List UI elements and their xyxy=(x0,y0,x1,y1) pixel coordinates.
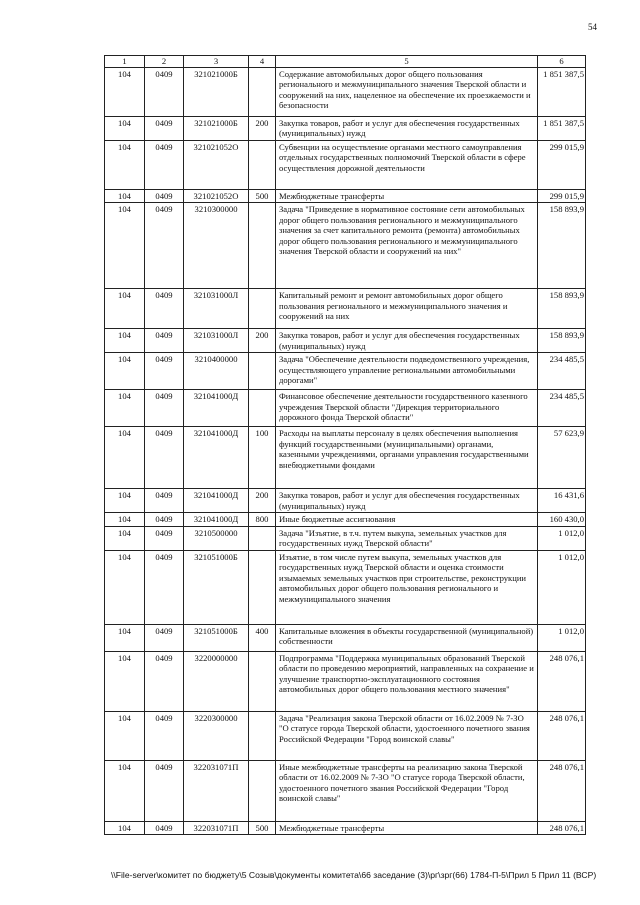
cell-description: Расходы на выплаты персоналу в целях обеспечения выполнения функций государственными (муниципальными) органами, казенными учреждениями, органами управления государственными внебюджетными фондами xyxy=(276,427,538,489)
cell-description: Финансовое обеспечение деятельности государственного казенного учреждения Тверской области "Дирекция территориального дорожного фонда Тверской области" xyxy=(276,390,538,427)
cell-target-article: 322031071П xyxy=(184,760,249,821)
cell-target-article: 322031071П xyxy=(184,821,249,834)
cell-expense-type: 500 xyxy=(249,189,276,202)
cell-amount: 248 076,1 xyxy=(538,821,586,834)
cell-subsection: 0409 xyxy=(145,203,184,289)
table-row xyxy=(105,550,586,624)
table-row xyxy=(105,140,586,189)
cell-amount: 1 851 387,5 xyxy=(538,117,586,141)
cell-subsection: 0409 xyxy=(145,821,184,834)
cell-description: Закупка товаров, работ и услуг для обеспечения государственных (муниципальных) нужд xyxy=(276,329,538,353)
cell-description: Иные бюджетные ассигнования xyxy=(276,513,538,526)
header-cell: 4 xyxy=(249,56,276,68)
cell-section: 104 xyxy=(105,427,145,489)
cell-description: Межбюджетные трансферты xyxy=(276,189,538,202)
cell-section: 104 xyxy=(105,68,145,117)
cell-expense-type xyxy=(249,353,276,390)
cell-expense-type xyxy=(249,711,276,760)
cell-amount: 299 015,9 xyxy=(538,140,586,189)
cell-target-article: 321021052О xyxy=(184,189,249,202)
cell-expense-type xyxy=(249,203,276,289)
cell-subsection: 0409 xyxy=(145,189,184,202)
cell-description: Задача "Изъятие, в т.ч. путем выкупа, земельных участков для государственных нужд Тверской области" xyxy=(276,526,538,550)
cell-target-article: 321041000Д xyxy=(184,390,249,427)
cell-amount: 299 015,9 xyxy=(538,189,586,202)
table-row xyxy=(105,513,586,526)
cell-expense-type: 400 xyxy=(249,624,276,651)
cell-subsection: 0409 xyxy=(145,489,184,513)
cell-description: Изъятие, в том числе путем выкупа, земельных участков для государственных нужд Тверской области и оценка стоимости изымаемых земельных участков при строительстве, реконструкции автомобильных дорог общего пользования регионального и межмуниципального значения xyxy=(276,550,538,624)
cell-amount: 1 012,0 xyxy=(538,526,586,550)
cell-expense-type xyxy=(249,760,276,821)
cell-target-article: 321041000Д xyxy=(184,489,249,513)
cell-target-article: 321021052О xyxy=(184,140,249,189)
cell-section: 104 xyxy=(105,329,145,353)
header-cell: 5 xyxy=(276,56,538,68)
cell-amount: 1 851 387,5 xyxy=(538,68,586,117)
cell-expense-type: 800 xyxy=(249,513,276,526)
cell-amount: 248 076,1 xyxy=(538,651,586,711)
cell-amount: 248 076,1 xyxy=(538,760,586,821)
cell-section: 104 xyxy=(105,289,145,329)
cell-subsection: 0409 xyxy=(145,526,184,550)
cell-subsection: 0409 xyxy=(145,117,184,141)
cell-subsection: 0409 xyxy=(145,760,184,821)
cell-target-article: 3210500000 xyxy=(184,526,249,550)
cell-target-article: 321031000Л xyxy=(184,329,249,353)
cell-expense-type xyxy=(249,550,276,624)
cell-subsection: 0409 xyxy=(145,329,184,353)
cell-description: Межбюджетные трансферты xyxy=(276,821,538,834)
table-row xyxy=(105,353,586,390)
cell-subsection: 0409 xyxy=(145,68,184,117)
cell-expense-type: 200 xyxy=(249,329,276,353)
table-row xyxy=(105,526,586,550)
cell-subsection: 0409 xyxy=(145,624,184,651)
cell-subsection: 0409 xyxy=(145,289,184,329)
cell-amount: 1 012,0 xyxy=(538,550,586,624)
cell-amount: 234 485,5 xyxy=(538,353,586,390)
cell-amount: 234 485,5 xyxy=(538,390,586,427)
cell-section: 104 xyxy=(105,513,145,526)
cell-expense-type xyxy=(249,651,276,711)
table-row xyxy=(105,489,586,513)
cell-expense-type xyxy=(249,289,276,329)
cell-target-article: 321041000Д xyxy=(184,427,249,489)
cell-amount: 158 893,9 xyxy=(538,203,586,289)
cell-section: 104 xyxy=(105,489,145,513)
cell-subsection: 0409 xyxy=(145,427,184,489)
cell-amount: 158 893,9 xyxy=(538,329,586,353)
table-row xyxy=(105,427,586,489)
cell-section: 104 xyxy=(105,353,145,390)
table-row xyxy=(105,203,586,289)
table-row xyxy=(105,390,586,427)
cell-description: Субвенции на осуществление органами местного самоуправления отдельных государственных полномочий Тверской области в сфере осуществления дорожной деятельности xyxy=(276,140,538,189)
cell-section: 104 xyxy=(105,821,145,834)
cell-subsection: 0409 xyxy=(145,651,184,711)
cell-target-article: 3220300000 xyxy=(184,711,249,760)
cell-section: 104 xyxy=(105,390,145,427)
cell-section: 104 xyxy=(105,624,145,651)
cell-target-article: 321031000Л xyxy=(184,289,249,329)
table-row xyxy=(105,117,586,141)
cell-target-article: 321021000Б xyxy=(184,117,249,141)
cell-amount: 248 076,1 xyxy=(538,711,586,760)
cell-expense-type: 500 xyxy=(249,821,276,834)
cell-description: Закупка товаров, работ и услуг для обеспечения государственных (муниципальных) нужд xyxy=(276,117,538,141)
cell-section: 104 xyxy=(105,526,145,550)
header-cell: 1 xyxy=(105,56,145,68)
cell-subsection: 0409 xyxy=(145,711,184,760)
cell-section: 104 xyxy=(105,117,145,141)
cell-expense-type: 200 xyxy=(249,489,276,513)
budget-table xyxy=(104,55,586,835)
cell-subsection: 0409 xyxy=(145,353,184,390)
cell-expense-type: 100 xyxy=(249,427,276,489)
table-row xyxy=(105,651,586,711)
table-row xyxy=(105,624,586,651)
cell-description: Задача "Реализация закона Тверской области от 16.02.2009 № 7-ЗО "О статусе города Тверской области, удостоенного почетного звания Российской Федерации "Город воинской славы" xyxy=(276,711,538,760)
cell-section: 104 xyxy=(105,550,145,624)
cell-target-article: 3220000000 xyxy=(184,651,249,711)
cell-expense-type xyxy=(249,140,276,189)
cell-expense-type xyxy=(249,390,276,427)
header-cell: 6 xyxy=(538,56,586,68)
cell-description: Задача "Приведение в нормативное состояние сети автомобильных дорог общего пользования регионального и межмуниципального значения за счет капитального ремонта (ремонта) автомобильных дорог общего пользования регионального и межмуниципального значения Тверской области и сооружений на них" xyxy=(276,203,538,289)
cell-target-article: 321021000Б xyxy=(184,68,249,117)
header-cell: 2 xyxy=(145,56,184,68)
cell-amount: 16 431,6 xyxy=(538,489,586,513)
cell-description: Иные межбюджетные трансферты на реализацию закона Тверской области от 16.02.2009 № 7-ЗО "О статусе города Тверской области, удостоенного почетного звания Российской Федерации "Город воинской славы" xyxy=(276,760,538,821)
cell-subsection: 0409 xyxy=(145,513,184,526)
cell-subsection: 0409 xyxy=(145,390,184,427)
cell-description: Содержание автомобильных дорог общего пользования регионального и межмуниципального значения Тверской области и сооружений на них, нацеленное на обеспечение их проезжаемости и безопасности xyxy=(276,68,538,117)
cell-description: Капитальный ремонт и ремонт автомобильных дорог общего пользования регионального и межмуниципального значения и сооружений на них xyxy=(276,289,538,329)
table-row xyxy=(105,821,586,834)
cell-subsection: 0409 xyxy=(145,140,184,189)
table-row xyxy=(105,189,586,202)
cell-amount: 1 012,0 xyxy=(538,624,586,651)
cell-target-article: 3210400000 xyxy=(184,353,249,390)
cell-section: 104 xyxy=(105,189,145,202)
table-row xyxy=(105,760,586,821)
cell-expense-type xyxy=(249,68,276,117)
cell-description: Подпрограмма "Поддержка муниципальных образований Тверской области по проведению мероприятий, направленных на сохранение и улучшение транспортно-эксплуатационного состояния автомобильных дорог общего пользования местного значения" xyxy=(276,651,538,711)
table-row xyxy=(105,68,586,117)
table-row xyxy=(105,289,586,329)
table-row xyxy=(105,329,586,353)
cell-section: 104 xyxy=(105,760,145,821)
cell-section: 104 xyxy=(105,711,145,760)
cell-description: Закупка товаров, работ и услуг для обеспечения государственных (муниципальных) нужд xyxy=(276,489,538,513)
cell-description: Задача "Обеспечение деятельности подведомственного учреждения, осуществляющего управление региональными автомобильными дорогами" xyxy=(276,353,538,390)
cell-description: Капитальные вложения в объекты государственной (муниципальной) собственности xyxy=(276,624,538,651)
cell-amount: 57 623,9 xyxy=(538,427,586,489)
cell-target-article: 321051000Б xyxy=(184,624,249,651)
cell-target-article: 321041000Д xyxy=(184,513,249,526)
cell-subsection: 0409 xyxy=(145,550,184,624)
cell-section: 104 xyxy=(105,651,145,711)
cell-target-article: 321051000Б xyxy=(184,550,249,624)
cell-amount: 158 893,9 xyxy=(538,289,586,329)
cell-section: 104 xyxy=(105,203,145,289)
table-header-row xyxy=(105,56,586,68)
page-number: 54 xyxy=(588,22,597,32)
cell-expense-type xyxy=(249,526,276,550)
cell-section: 104 xyxy=(105,140,145,189)
footer-file-path: \\File-server\комитет по бюджету\5 Созыв\документы комитета\66 заседание (3)\рг\зрг(66) 1784-П-5\Прил 5 Прил 11 (ВСР) xyxy=(111,870,597,880)
cell-amount: 160 430,0 xyxy=(538,513,586,526)
cell-target-article: 3210300000 xyxy=(184,203,249,289)
header-cell: 3 xyxy=(184,56,249,68)
table-row xyxy=(105,711,586,760)
cell-expense-type: 200 xyxy=(249,117,276,141)
